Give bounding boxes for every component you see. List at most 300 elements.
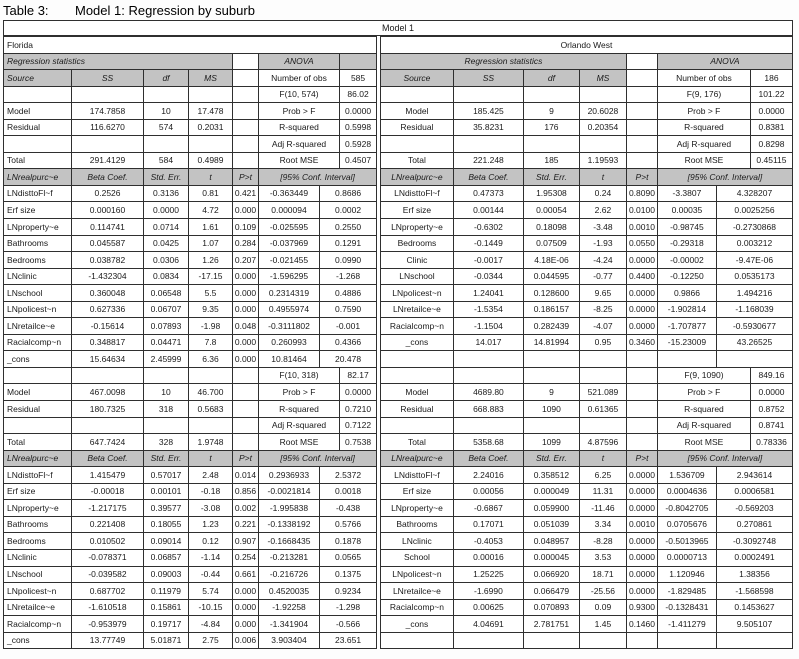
table-cell: 0.7538 [340, 434, 377, 451]
table-cell: R-squared [657, 119, 750, 136]
table-row [380, 533, 792, 550]
table-cell: Model [380, 384, 453, 401]
table-cell: LNpolicest~n [4, 583, 72, 600]
table-cell: 0.2526 [72, 185, 144, 202]
table-row [380, 86, 792, 103]
table-cell: -1.1504 [453, 318, 523, 335]
table-cell: 0.014 [233, 467, 259, 484]
table-cell [189, 136, 233, 153]
table-cell [579, 367, 626, 384]
table-cell [233, 367, 259, 384]
table-cell: 0.045587 [72, 235, 144, 252]
table-row [4, 616, 377, 633]
table-cell: 1.536709 [657, 467, 716, 484]
table-cell [72, 136, 144, 153]
table-cell: 0.0000 [626, 467, 657, 484]
table-cell: -1.5354 [453, 301, 523, 318]
table-row [380, 103, 792, 120]
table-cell: -1.92258 [259, 599, 320, 616]
table-cell: 0.114741 [72, 219, 144, 236]
table-cell [453, 136, 523, 153]
table-cell: LNclinic [380, 533, 453, 550]
table-cell: -4.07 [579, 318, 626, 335]
table-cell: R-squared [657, 401, 750, 418]
table-cell: Adj R-squared [657, 417, 750, 434]
table-cell: -11.46 [579, 500, 626, 517]
table-cell: Clinic [380, 252, 453, 269]
table-row [380, 417, 792, 434]
table-cell: 0.070893 [523, 599, 579, 616]
table-cell: -1.168039 [716, 301, 792, 318]
table-cell: 10.81464 [259, 351, 320, 368]
table-cell: 0.000 [233, 583, 259, 600]
table-row [4, 37, 377, 54]
table-row [4, 632, 377, 649]
table-cell: Bedrooms [4, 252, 72, 269]
table-cell: Erf size [4, 483, 72, 500]
table-cell: 0.360048 [72, 285, 144, 302]
table-cell [233, 70, 259, 87]
table-cell: [95% Conf. Interval] [259, 450, 377, 467]
table-cell [189, 367, 233, 384]
table-row [380, 467, 792, 484]
table-cell: 0.9866 [657, 285, 716, 302]
table-cell: 0.81 [189, 185, 233, 202]
table-cell: 0.006 [233, 632, 259, 649]
table-cell: 0.00035 [657, 202, 716, 219]
table-cell: 0.2314319 [259, 285, 320, 302]
table-cell: Total [380, 434, 453, 451]
table-cell: 10 [144, 103, 189, 120]
table-cell: -10.15 [189, 599, 233, 616]
table-cell: Racialcomp~n [4, 334, 72, 351]
table-cell: 0.0565 [320, 549, 377, 566]
table-cell [189, 86, 233, 103]
table-cell [626, 70, 657, 87]
table-row [4, 152, 377, 169]
table-cell: 0.270861 [716, 516, 792, 533]
table-cell: 0.45115 [750, 152, 792, 169]
table-cell: 0.20354 [579, 119, 626, 136]
table-cell: 0.06857 [144, 549, 189, 566]
table-cell: 10 [144, 384, 189, 401]
table-cell: LNproperty~e [4, 500, 72, 517]
table-cell: [95% Conf. Interval] [657, 169, 792, 186]
table-cell [453, 351, 523, 368]
table-cell [523, 632, 579, 649]
table-cell [144, 86, 189, 103]
table-cell: 0.4400 [626, 268, 657, 285]
table-cell [626, 632, 657, 649]
table-row [380, 301, 792, 318]
table-cell: 3.53 [579, 549, 626, 566]
table-cell: 2.62 [579, 202, 626, 219]
table-cell: 174.7858 [72, 103, 144, 120]
table-cell [626, 417, 657, 434]
table-cell: -0.15614 [72, 318, 144, 335]
table-cell: 17.478 [189, 103, 233, 120]
table-cell: 4.18E-06 [523, 252, 579, 269]
table-cell: 0.284 [233, 235, 259, 252]
table-cell: 0.4989 [189, 152, 233, 169]
table-cell: 1.24041 [453, 285, 523, 302]
table-cell: P>t [626, 169, 657, 186]
table-cell: 0.221 [233, 516, 259, 533]
table-cell: SS [72, 70, 144, 87]
table-cell: Std. Err. [144, 169, 189, 186]
table-cell: 1.25225 [453, 566, 523, 583]
table-cell: 0.000 [233, 351, 259, 368]
table-cell: P>t [233, 450, 259, 467]
table-cell: MS [579, 70, 626, 87]
table-cell: -0.039582 [72, 566, 144, 583]
table-cell: 0.421 [233, 185, 259, 202]
table-cell: 0.00144 [453, 202, 523, 219]
table-cell: -1.298 [320, 599, 377, 616]
table-cell: 0.000045 [523, 549, 579, 566]
table-cell: 0.4886 [320, 285, 377, 302]
table-cell: -1.98 [189, 318, 233, 335]
table-cell: -1.6990 [453, 583, 523, 600]
table-cell: [95% Conf. Interval] [657, 450, 792, 467]
table-cell: 0.1375 [320, 566, 377, 583]
table-cell: 1.07 [189, 235, 233, 252]
table-row [380, 599, 792, 616]
table-cell: 0.7210 [340, 401, 377, 418]
table-row [4, 351, 377, 368]
table-cell [380, 367, 453, 384]
table-cell: -0.00018 [72, 483, 144, 500]
table-cell: LNclinic [4, 549, 72, 566]
table-row [4, 70, 377, 87]
table-row [4, 235, 377, 252]
table-cell: 2.45999 [144, 351, 189, 368]
table-row [380, 367, 792, 384]
table-cell [380, 417, 453, 434]
table-cell: -0.1668435 [259, 533, 320, 550]
table-cell: 0.000 [233, 301, 259, 318]
table-cell: LNdisttoFl~f [4, 185, 72, 202]
table-cell: 0.8298 [750, 136, 792, 153]
table-row [380, 70, 792, 87]
table-cell: 0.1453627 [716, 599, 792, 616]
table-cell: P>t [233, 169, 259, 186]
table-cell: 0.038782 [72, 252, 144, 269]
table-cell: 1.415479 [72, 467, 144, 484]
table-cell: 0.0000 [626, 566, 657, 583]
table-cell: LNretailce~e [380, 583, 453, 600]
table-cell: 0.051039 [523, 516, 579, 533]
table-cell: F(9, 176) [657, 86, 750, 103]
table-cell: 0.000 [233, 268, 259, 285]
table-cell: Bathrooms [380, 516, 453, 533]
table-cell: 574 [144, 119, 189, 136]
table-cell [453, 632, 523, 649]
table-cell [453, 417, 523, 434]
table-cell: -25.56 [579, 583, 626, 600]
table-cell: 0.627336 [72, 301, 144, 318]
table-cell: 0.1460 [626, 616, 657, 633]
table-row [4, 318, 377, 335]
table-cell [579, 136, 626, 153]
table-caption: Model 1: Regression by suburb [75, 3, 255, 18]
table-cell [523, 86, 579, 103]
table-cell: Root MSE [657, 152, 750, 169]
table-cell: LNproperty~e [380, 500, 453, 517]
table-cell: 221.248 [453, 152, 523, 169]
table-cell: 0.0100 [626, 202, 657, 219]
table-cell: R-squared [259, 119, 340, 136]
table-cell: 1.23 [189, 516, 233, 533]
table-cell: 1.494216 [716, 285, 792, 302]
table-cell: 0.000 [233, 285, 259, 302]
table-cell [579, 86, 626, 103]
table-cell: 0.0002491 [716, 549, 792, 566]
table-cell: 0.687702 [72, 583, 144, 600]
table-cell: 1099 [523, 434, 579, 451]
table-cell: 9.65 [579, 285, 626, 302]
table-row [4, 136, 377, 153]
table-cell: 0.661 [233, 566, 259, 583]
table-cell: Adj R-squared [657, 136, 750, 153]
table-cell: 101.22 [750, 86, 792, 103]
table-cell: 0.9234 [320, 583, 377, 600]
table-cell: -0.1449 [453, 235, 523, 252]
table-cell: LNrealpurc~e [4, 169, 72, 186]
table-cell: 0.5683 [189, 401, 233, 418]
table-row [4, 285, 377, 302]
table-cell: 0.3136 [144, 185, 189, 202]
table-cell: _cons [4, 632, 72, 649]
table-cell: -0.037969 [259, 235, 320, 252]
table-cell: MS [189, 70, 233, 87]
table-cell: 0.044595 [523, 268, 579, 285]
table-cell: -0.44 [189, 566, 233, 583]
table-cell: Beta Coef. [453, 450, 523, 467]
table-row [4, 467, 377, 484]
table-cell: -1.14 [189, 549, 233, 566]
table-cell: -0.5930677 [716, 318, 792, 335]
table-cell: -0.438 [320, 500, 377, 517]
table-cell [523, 417, 579, 434]
table-row [4, 549, 377, 566]
table-row [380, 549, 792, 566]
table-cell: 0.348817 [72, 334, 144, 351]
table-row [4, 417, 377, 434]
table-cell: Residual [4, 401, 72, 418]
table-cell: t [189, 450, 233, 467]
table-cell: 0.282439 [523, 318, 579, 335]
table-cell: 467.0098 [72, 384, 144, 401]
table-cell: Total [4, 434, 72, 451]
table-cell [380, 351, 453, 368]
table-cell: 11.31 [579, 483, 626, 500]
table-cell: Adj R-squared [259, 417, 340, 434]
table-cell: 0.8090 [626, 185, 657, 202]
table-cell: df [144, 70, 189, 87]
table-cell: F(10, 318) [259, 367, 340, 384]
table-cell: 0.0000 [626, 318, 657, 335]
table-cell [716, 351, 792, 368]
table-cell [233, 136, 259, 153]
table-cell: -0.98745 [657, 219, 716, 236]
table-cell: 35.8231 [453, 119, 523, 136]
table-cell: -0.1338192 [259, 516, 320, 533]
table-cell: 0.207 [233, 252, 259, 269]
table-cell: 1.38356 [716, 566, 792, 583]
table-row [380, 119, 792, 136]
table-row [380, 351, 792, 368]
table-cell [626, 434, 657, 451]
table-cell: 0.000094 [259, 202, 320, 219]
table-cell: 186 [750, 70, 792, 87]
table-cell: LNclinic [4, 268, 72, 285]
table-cell: 647.7424 [72, 434, 144, 451]
table-cell: -4.24 [579, 252, 626, 269]
table-cell [523, 351, 579, 368]
table-cell: Prob > F [259, 103, 340, 120]
table-number-label: Table 3: [3, 3, 49, 18]
table-cell: 0.95 [579, 334, 626, 351]
table-row [380, 202, 792, 219]
table-cell: 0.4955974 [259, 301, 320, 318]
table-cell: -1.432304 [72, 268, 144, 285]
table-cell [626, 351, 657, 368]
table-cell: Total [380, 152, 453, 169]
table-cell: 0.260993 [259, 334, 320, 351]
table-cell: LNdisttoFl~f [380, 467, 453, 484]
table-cell: 0.3460 [626, 334, 657, 351]
table-cell [72, 86, 144, 103]
table-cell [144, 136, 189, 153]
table-cell: 0.2936933 [259, 467, 320, 484]
table-cell: 0.18055 [144, 516, 189, 533]
table-row [380, 235, 792, 252]
table-cell: ANOVA [657, 53, 792, 70]
table-cell: -0.566 [320, 616, 377, 633]
table-cell: -1.596295 [259, 268, 320, 285]
table-cell [626, 136, 657, 153]
table-cell: -3.3807 [657, 185, 716, 202]
table-cell: -0.18 [189, 483, 233, 500]
table-cell: -0.5013965 [657, 533, 716, 550]
table-cell [4, 86, 72, 103]
table-cell: Regression statistics [380, 53, 626, 70]
table-cell: 0.0000 [626, 500, 657, 517]
table-cell: -1.995838 [259, 500, 320, 517]
table-cell: -0.1328431 [657, 599, 716, 616]
table-row [4, 103, 377, 120]
table-cell: 5358.68 [453, 434, 523, 451]
table-cell: LNrealpurc~e [380, 169, 453, 186]
table-cell [523, 136, 579, 153]
table-cell: Prob > F [657, 384, 750, 401]
table-cell: 20.6028 [579, 103, 626, 120]
table-cell: Std. Err. [523, 450, 579, 467]
table-cell [72, 417, 144, 434]
table-cell: -0.953979 [72, 616, 144, 633]
document-title [0, 0, 799, 19]
table-cell: 0.06707 [144, 301, 189, 318]
table-cell: 0.0002 [320, 202, 377, 219]
table-cell: 2.943614 [716, 467, 792, 484]
model-1-header: Model 1 [3, 20, 793, 36]
table-cell: 0.09014 [144, 533, 189, 550]
table-cell: -0.6302 [453, 219, 523, 236]
table-cell: -0.363449 [259, 185, 320, 202]
table-cell: 0.358512 [523, 467, 579, 484]
table-cell: 0.11979 [144, 583, 189, 600]
table-row [380, 401, 792, 418]
table-cell: 0.8752 [750, 401, 792, 418]
table-row [380, 566, 792, 583]
table-cell: Bedrooms [4, 533, 72, 550]
table-cell: 0.4507 [340, 152, 377, 169]
table-row [380, 334, 792, 351]
table-cell: Std. Err. [144, 450, 189, 467]
table-cell: 0.0000713 [657, 549, 716, 566]
table-cell: 0.0714 [144, 219, 189, 236]
table-cell [626, 103, 657, 120]
table-cell: 328 [144, 434, 189, 451]
table-cell: -8.25 [579, 301, 626, 318]
table-cell: 0.066479 [523, 583, 579, 600]
table-cell: R-squared [259, 401, 340, 418]
table-cell: Adj R-squared [259, 136, 340, 153]
table-cell: -1.411279 [657, 616, 716, 633]
table-cell: 6.36 [189, 351, 233, 368]
table-cell: t [579, 169, 626, 186]
table-row [380, 53, 792, 70]
table-cell [523, 367, 579, 384]
table-cell [233, 119, 259, 136]
table-cell: 0.0550 [626, 235, 657, 252]
table-cell: 0.00016 [453, 549, 523, 566]
table-cell: 585 [340, 70, 377, 87]
table-row [380, 516, 792, 533]
orlando-west-panel [380, 36, 793, 649]
table-cell: 0.0306 [144, 252, 189, 269]
table-cell: 521.089 [579, 384, 626, 401]
table-cell: -17.15 [189, 268, 233, 285]
table-cell [626, 367, 657, 384]
table-cell: 0.0000 [626, 285, 657, 302]
table-cell: 0.0018 [320, 483, 377, 500]
table-cell: 0.0000 [340, 384, 377, 401]
table-cell: ANOVA [259, 53, 340, 70]
table-row [4, 483, 377, 500]
table-cell [233, 401, 259, 418]
table-cell: -0.025595 [259, 219, 320, 236]
table-cell: 1.61 [189, 219, 233, 236]
table-cell: LNdisttoFl~f [4, 467, 72, 484]
table-cell: 0.78336 [750, 434, 792, 451]
table-cell [626, 53, 657, 70]
table-cell: 0.57017 [144, 467, 189, 484]
table-cell: LNschool [380, 268, 453, 285]
table-cell: 2.75 [189, 632, 233, 649]
table-cell: 0.048957 [523, 533, 579, 550]
table-cell: LNpolicest~n [380, 285, 453, 302]
table-halves [3, 36, 793, 649]
table-cell: 0.0010 [626, 516, 657, 533]
table-row [380, 252, 792, 269]
table-cell: 0.00056 [453, 483, 523, 500]
table-cell: Racialcomp~n [380, 318, 453, 335]
table-cell: 0.221408 [72, 516, 144, 533]
table-cell [657, 632, 716, 649]
table-cell [233, 86, 259, 103]
